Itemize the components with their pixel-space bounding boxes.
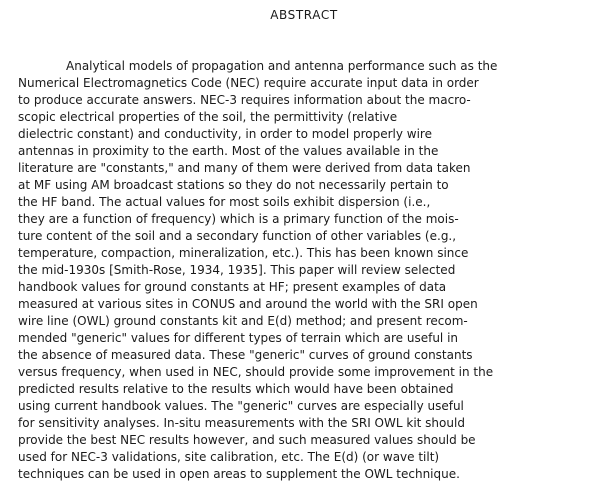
abstract-line: the absence of measured data. These "generic" curves of ground constants [18,348,473,362]
abstract-line: they are a function of frequency) which is a primary function of the mois- [18,212,459,226]
abstract-line: versus frequency, when used in NEC, should provide some improvement in the [18,365,494,379]
abstract-title: ABSTRACT [270,8,338,22]
abstract-body [18,58,603,483]
abstract-line: using current handbook values. The "generic" curves are especially useful [18,399,464,413]
abstract-line: measured at various sites in CONUS and around the world with the SRI open [18,297,478,311]
abstract-line: Analytical models of propagation and antenna performance such as the [66,59,498,73]
abstract-line: to produce accurate answers. NEC-3 requires information about the macro- [18,93,471,107]
abstract-line: techniques can be used in open areas to supplement the OWL technique. [18,467,460,481]
abstract-line: handbook values for ground constants at HF; present examples of data [18,280,447,294]
abstract-line: scopic electrical properties of the soil, the permittivity (relative [18,110,398,124]
abstract-line: temperature, compaction, mineralization, etc.). This has been known since [18,246,469,260]
abstract-line: the HF band. The actual values for most soils exhibit dispersion (i.e., [18,195,431,209]
abstract-line: used for NEC-3 validations, site calibration, etc. The E(d) (or wave tilt) [18,450,440,464]
abstract-line: wire line (OWL) ground constants kit and E(d) method; and present recom- [18,314,468,328]
abstract-line: at MF using AM broadcast stations so they do not necessarily pertain to [18,178,449,192]
abstract-line: dielectric constant) and conductivity, in order to model properly wire [18,127,432,141]
abstract-line: predicted results relative to the results which would have been obtained [18,382,454,396]
abstract-line: mended "generic" values for different types of terrain which are useful in [18,331,459,345]
abstract-line: the mid-1930s [Smith-Rose, 1934, 1935]. This paper will review selected [18,263,456,277]
abstract-line: antennas in proximity to the earth. Most of the values available in the [18,144,439,158]
abstract-line: provide the best NEC results however, and such measured values should be [18,433,476,447]
abstract-line: for sensitivity analyses. In-situ measurements with the SRI OWL kit should [18,416,465,430]
abstract-line: ture content of the soil and a secondary function of other variables (e.g., [18,229,457,243]
abstract-line: literature are "constants," and many of them were derived from data taken [18,161,471,175]
abstract-line: Numerical Electromagnetics Code (NEC) require accurate input data in order [18,76,479,90]
